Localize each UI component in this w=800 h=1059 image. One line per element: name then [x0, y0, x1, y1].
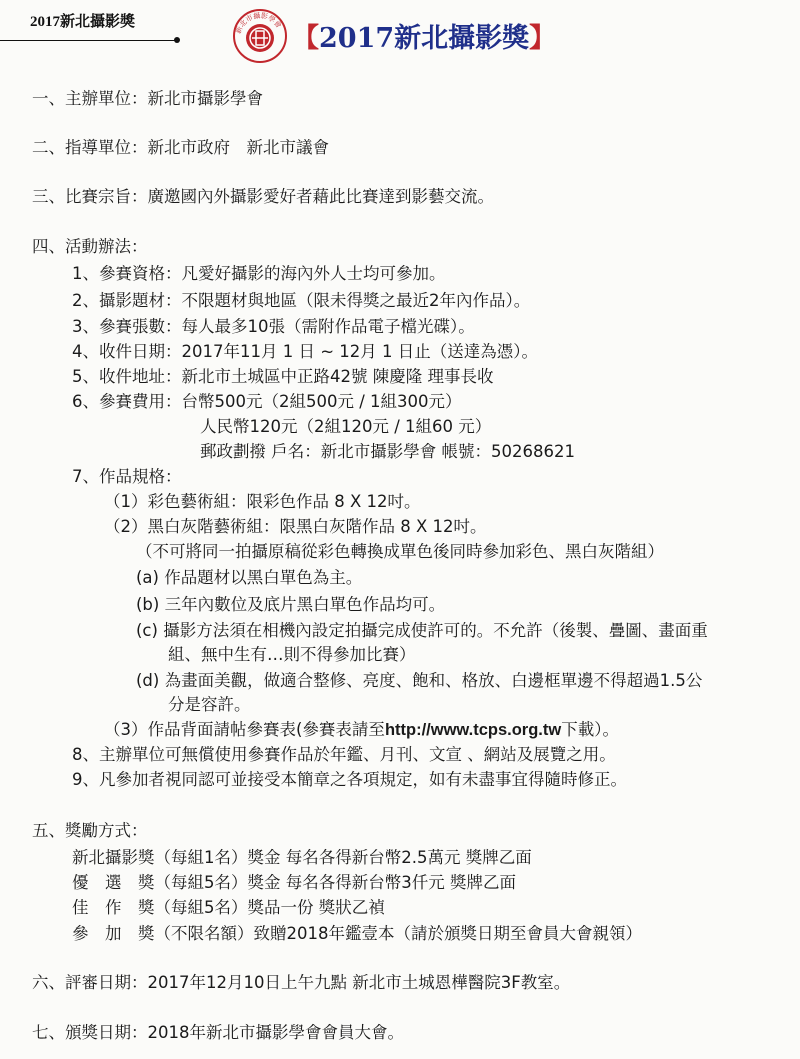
spec-item-a: (a) 作品題材以黑白單色為主。	[136, 568, 363, 587]
rule-spec: 7、作品規格：	[72, 467, 182, 486]
spec-monochrome-note: （不可將同一拍攝原稿從彩色轉換成單色後同時參加彩色、黑白灰階組）	[136, 542, 664, 561]
spec-item-d-cont: 分是容許。	[168, 695, 251, 714]
section-ceremony-date: 七、頒獎日期：2018年新北市攝影學會會員大會。	[32, 1023, 404, 1042]
spec-item-b: (b) 三年內數位及底片黑白單色作品均可。	[136, 595, 446, 614]
rule-acceptance: 9、凡參加者視同認可並接受本簡章之各項規定，如有未盡事宜得隨時修正。	[72, 770, 627, 789]
rule-count: 3、參賽張數：每人最多10張（需附作品電子檔光碟）。	[72, 317, 475, 336]
rule-eligibility: 1、參賽資格：凡愛好攝影的海內外人士均可參加。	[72, 264, 446, 283]
rule-fee-account: 郵政劃撥 戶名：新北市攝影學會 帳號：50268621	[200, 442, 575, 461]
award-excellence: 優 選 獎（每組5名）獎金 每名各得新台幣3仟元 獎牌乙面	[72, 873, 516, 892]
award-grand: 新北攝影獎（每組1名）獎金 每名各得新台幣2.5萬元 獎牌乙面	[72, 848, 532, 867]
rule-usage-rights: 8、主辦單位可無償使用參賽作品於年鑑、月刊、文宣 、網站及展覽之用。	[72, 745, 616, 764]
society-logo	[232, 8, 288, 64]
section-guidance: 二、指導單位：新北市政府 新北市議會	[32, 138, 329, 157]
entry-form-link[interactable]: http://www.tcps.org.tw	[384, 721, 562, 739]
spec-color: （1）彩色藝術組：限彩色作品 8 X 12吋。	[104, 492, 421, 511]
spec-monochrome: （2）黑白灰階藝術組：限黑白灰階作品 8 X 12吋。	[104, 517, 487, 536]
spec-item-c: (c) 攝影方法須在相機內設定拍攝完成使許可的。不允許（後製、疊圖、畫面重	[136, 621, 708, 640]
spec-item-c-cont: 組、無中生有…則不得參加比賽）	[168, 645, 416, 664]
header-rule	[0, 40, 178, 41]
rule-fee: 6、參賽費用：台幣500元（2組500元 / 1組300元）	[72, 392, 462, 411]
section-methods: 四、活動辦法：	[32, 237, 148, 256]
page-title: 【2017新北攝影獎】	[292, 23, 557, 54]
rule-address: 5、收件地址：新北市土城區中正路42號 陳慶隆 理事長收	[72, 367, 494, 386]
spec-item-d: (d) 為畫面美觀，做適合整修、亮度、飽和、格放、白邊框單邊不得超過1.5公	[136, 671, 703, 690]
rule-subject: 2、攝影題材：不限題材與地區（限未得獎之最近2年內作品）。	[72, 291, 531, 310]
header-dot	[174, 37, 180, 43]
award-merit: 佳 作 獎（每組5名）獎品一份 獎狀乙禎	[72, 898, 385, 917]
rule-dates: 4、收件日期：2017年11月 1 日 ~ 12月 1 日止（送達為憑）。	[72, 342, 539, 361]
logo-arc-text: 新北市攝影學會	[234, 11, 283, 35]
section-judging-date: 六、評審日期：2017年12月10日上午九點 新北市土城恩樺醫院3F教室。	[32, 973, 571, 992]
section-organizer: 一、主辦單位：新北市攝影學會	[32, 89, 263, 108]
section-awards: 五、獎勵方式：	[32, 821, 148, 840]
spec-back-form: （3）作品背面請帖參賽表(參賽表請至http://www.tcps.org.tw下載）。	[104, 720, 619, 739]
rule-fee-rmb: 人民幣120元（2組120元 / 1組60 元）	[200, 417, 492, 436]
section-purpose: 三、比賽宗旨：廣邀國內外攝影愛好者藉此比賽達到影藝交流。	[32, 187, 494, 206]
header-tag: 2017新北攝影獎	[30, 14, 136, 30]
award-participation: 參 加 獎（不限名額）致贈2018年鑑壹本（請於頒獎日期至會員大會親領）	[72, 924, 642, 943]
